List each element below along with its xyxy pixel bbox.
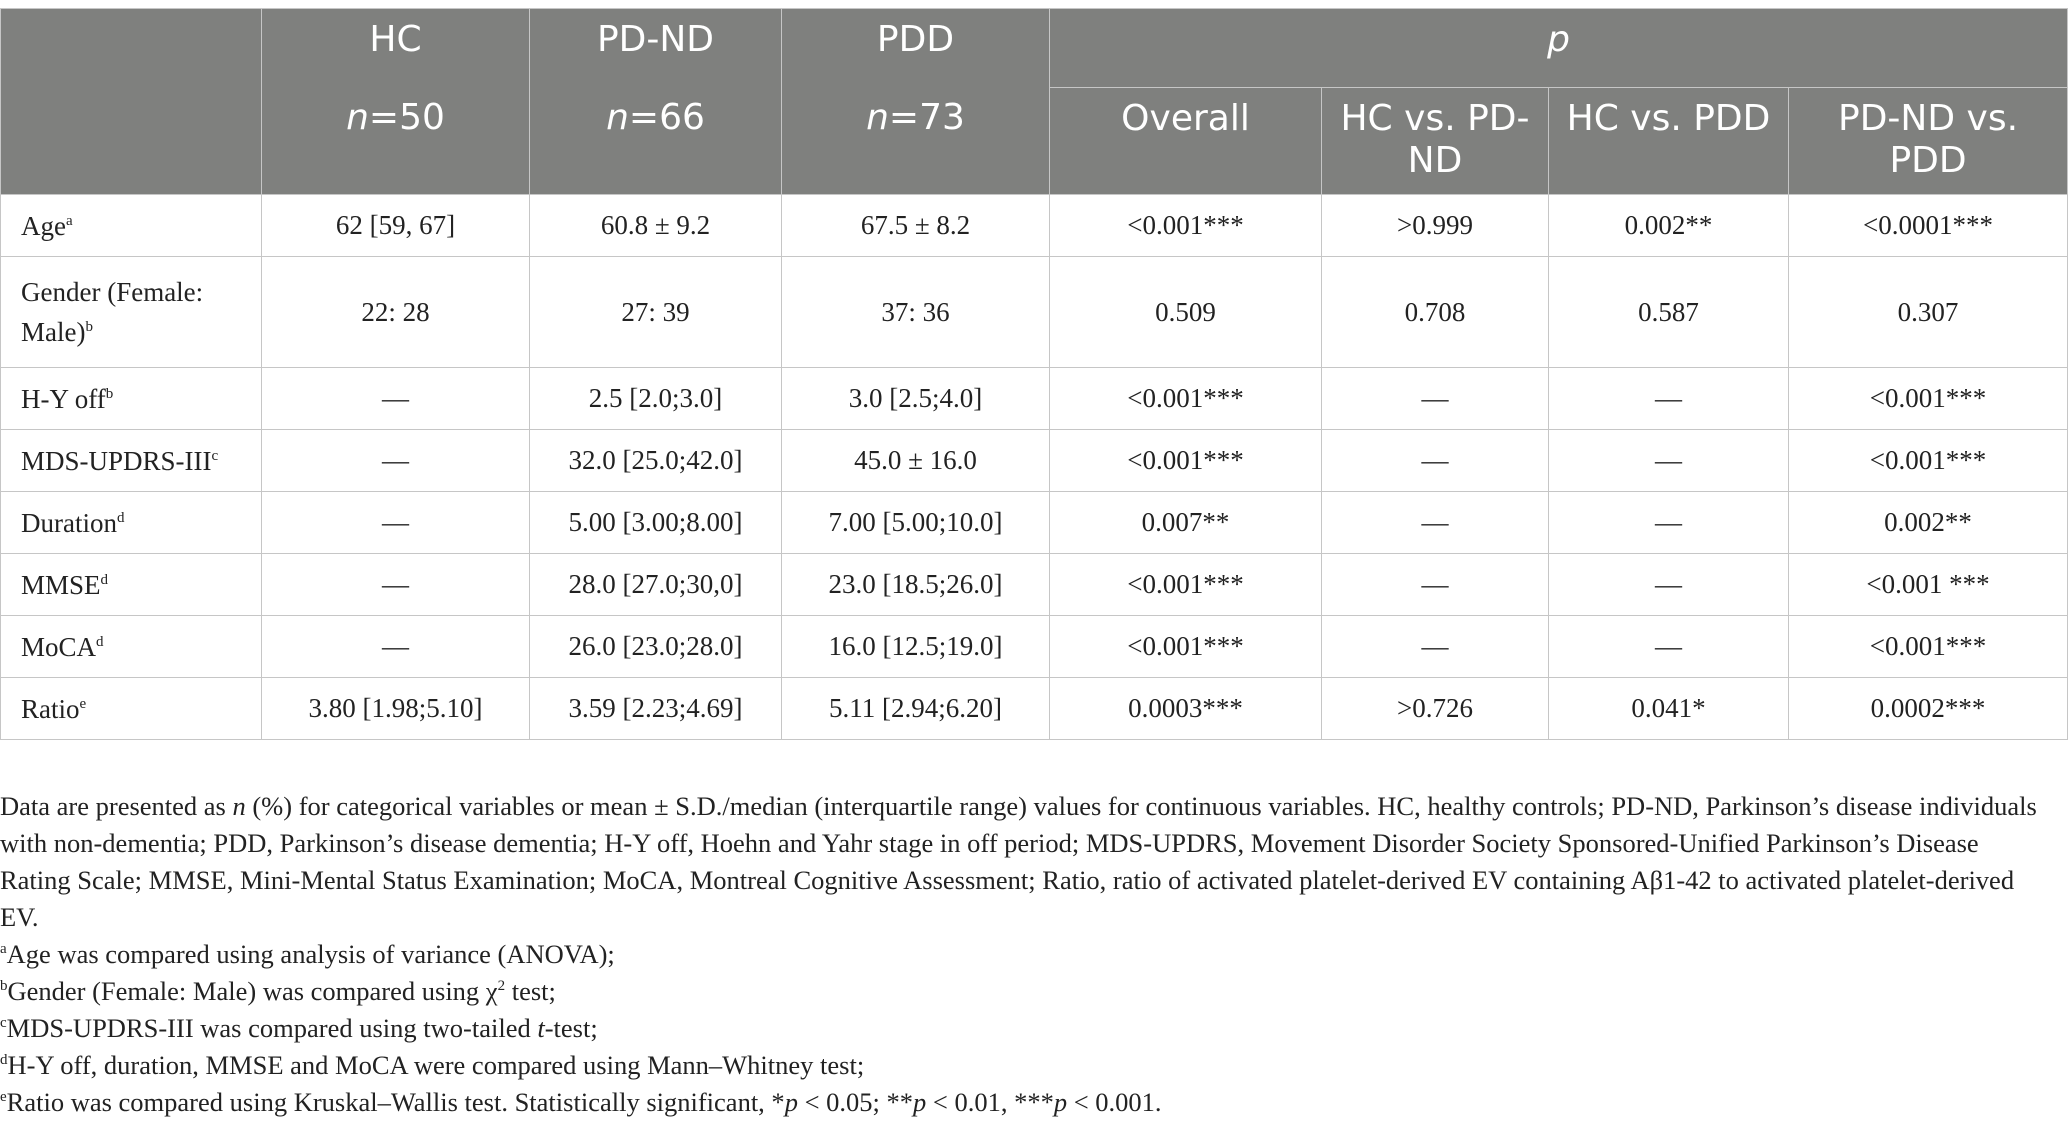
table-row-ratio xyxy=(1,678,2068,740)
cell-hc: — xyxy=(262,368,530,430)
cell-hc-vs-pdnd: — xyxy=(1322,368,1549,430)
table-row-hy-off xyxy=(1,368,2068,430)
cell-pdnd-vs-pdd: <0.001 *** xyxy=(1789,554,2068,616)
cell-pdnd: 27: 39 xyxy=(530,257,782,368)
cell-hc: — xyxy=(262,492,530,554)
cell-pdnd-vs-pdd: <0.001*** xyxy=(1789,616,2068,678)
cell-pdd: 45.0 ± 16.0 xyxy=(782,430,1050,492)
row-label: MDS-UPDRS-III$^c$ xyxy=(1,430,262,492)
footnote-c: $^c$MDS-UPDRS-III was compared using two-tailed t-test; xyxy=(0,1013,598,1043)
cell-overall: <0.001*** xyxy=(1050,430,1322,492)
cell-hc-vs-pdd: 0.041* xyxy=(1549,678,1789,740)
cell-overall: 0.509 xyxy=(1050,257,1322,368)
cell-pdnd: 2.5 [2.0;3.0] xyxy=(530,368,782,430)
cell-overall: 0.0003*** xyxy=(1050,678,1322,740)
cell-pdnd-vs-pdd: <0.001*** xyxy=(1789,368,2068,430)
cell-pdd: 37: 36 xyxy=(782,257,1050,368)
cell-pdnd: 60.8 ± 9.2 xyxy=(530,195,782,257)
table-row-duration xyxy=(1,492,2068,554)
row-label: H-Y off$^b$ xyxy=(1,368,262,430)
cell-hc-vs-pdd: — xyxy=(1549,616,1789,678)
header-pdd xyxy=(782,9,1050,195)
cell-hc-vs-pdd: — xyxy=(1549,430,1789,492)
footnote-b: $^b$Gender (Female: Male) was compared using $\chi^2$ test; xyxy=(0,976,556,1006)
row-label: Gender (Female: Male)$^b$ xyxy=(1,257,262,368)
cell-hc: — xyxy=(262,616,530,678)
table-row-age xyxy=(1,195,2068,257)
header-pdnd xyxy=(530,9,782,195)
cell-hc: 3.80 [1.98;5.10] xyxy=(262,678,530,740)
cell-pdnd-vs-pdd: 0.002** xyxy=(1789,492,2068,554)
cell-pdnd-vs-pdd: 0.307 xyxy=(1789,257,2068,368)
cell-pdnd-vs-pdd: <0.001*** xyxy=(1789,430,2068,492)
cell-pdnd: 28.0 [27.0;30,0] xyxy=(530,554,782,616)
cell-hc-vs-pdd: — xyxy=(1549,492,1789,554)
cell-hc-vs-pdd: — xyxy=(1549,368,1789,430)
row-label: MMSE$^d$ xyxy=(1,554,262,616)
row-label: Age$^a$ xyxy=(1,195,262,257)
header-hc-n: n=50 xyxy=(346,97,445,138)
header-hc xyxy=(262,9,530,195)
footnote-a: $^a$Age was compared using analysis of variance (ANOVA); xyxy=(0,939,615,969)
header-p-value: p xyxy=(1050,9,2068,88)
cell-pdd: 3.0 [2.5;4.0] xyxy=(782,368,1050,430)
header-hc-name: HC xyxy=(369,19,422,60)
header-hc-vs-pdd: HC vs. PDD xyxy=(1549,88,1789,195)
row-label: Duration$^d$ xyxy=(1,492,262,554)
cell-pdnd: 3.59 [2.23;4.69] xyxy=(530,678,782,740)
cell-hc: 62 [59, 67] xyxy=(262,195,530,257)
cell-overall: 0.007** xyxy=(1050,492,1322,554)
header-pdnd-vs-pdd: PD-ND vs. PDD xyxy=(1789,88,2068,195)
cell-hc: — xyxy=(262,430,530,492)
cell-pdd: 16.0 [12.5;19.0] xyxy=(782,616,1050,678)
header-pdnd-name: PD-ND xyxy=(596,19,715,60)
cell-hc-vs-pdnd: 0.708 xyxy=(1322,257,1549,368)
cell-pdd: 7.00 [5.00;10.0] xyxy=(782,492,1050,554)
header-pdnd-n: n=66 xyxy=(606,97,705,138)
cell-hc: — xyxy=(262,554,530,616)
cell-hc-vs-pdnd: — xyxy=(1322,430,1549,492)
cell-overall: <0.001*** xyxy=(1050,616,1322,678)
table-footnotes xyxy=(0,788,2040,1121)
cell-pdnd: 26.0 [23.0;28.0] xyxy=(530,616,782,678)
table-row-moca xyxy=(1,616,2068,678)
table-row-gender xyxy=(1,257,2068,368)
row-label: Ratio$^e$ xyxy=(1,678,262,740)
cell-hc-vs-pdd: 0.002** xyxy=(1549,195,1789,257)
cell-hc-vs-pdnd: >0.726 xyxy=(1322,678,1549,740)
cell-pdnd-vs-pdd: 0.0002*** xyxy=(1789,678,2068,740)
cell-pdd: 5.11 [2.94;6.20] xyxy=(782,678,1050,740)
cell-overall: <0.001*** xyxy=(1050,554,1322,616)
table-row-mmse xyxy=(1,554,2068,616)
cell-pdnd: 5.00 [3.00;8.00] xyxy=(530,492,782,554)
cell-hc-vs-pdd: 0.587 xyxy=(1549,257,1789,368)
cell-hc-vs-pdnd: — xyxy=(1322,492,1549,554)
cell-hc-vs-pdnd: — xyxy=(1322,616,1549,678)
header-overall: Overall xyxy=(1050,88,1322,195)
cell-hc: 22: 28 xyxy=(262,257,530,368)
header-pdd-n: n=73 xyxy=(866,97,965,138)
table-header xyxy=(1,9,2068,195)
table-body xyxy=(1,195,2068,740)
cell-pdnd-vs-pdd: <0.0001*** xyxy=(1789,195,2068,257)
demographics-table xyxy=(0,8,2068,740)
table-row-mds-updrs xyxy=(1,430,2068,492)
footnote-main: Data are presented as n (%) for categorical variables or mean ± S.D./median (interquartile range) values for continuous variables. HC, healthy controls; PD-ND, Parkinson’s disease individuals with non-dementia; PDD, Parkinson’s disease dementia; H-Y off, Hoehn and Yahr stage in off period; MDS-UPDRS, Movement Disorder Society Sponsored-Unified Parkinson’s Disease Rating Scale; MMSE, Mini-Mental Status Examination; MoCA, Montreal Cognitive Assessment; Ratio, ratio of activated platelet-derived EV containing Aβ1-42 to activated platelet-derived EV. xyxy=(0,791,2037,932)
cell-pdd: 67.5 ± 8.2 xyxy=(782,195,1050,257)
header-pdd-name: PDD xyxy=(876,19,955,60)
cell-overall: <0.001*** xyxy=(1050,368,1322,430)
footnote-e: $^e$Ratio was compared using Kruskal–Wallis test. Statistically significant, *p < 0.05; **p < 0.01, ***p < 0.001. xyxy=(0,1087,1162,1117)
row-label: MoCA$^d$ xyxy=(1,616,262,678)
cell-pdnd: 32.0 [25.0;42.0] xyxy=(530,430,782,492)
cell-hc-vs-pdnd: — xyxy=(1322,554,1549,616)
header-blank xyxy=(1,9,262,195)
cell-pdd: 23.0 [18.5;26.0] xyxy=(782,554,1050,616)
cell-overall: <0.001*** xyxy=(1050,195,1322,257)
header-hc-vs-pdnd: HC vs. PD-ND xyxy=(1322,88,1549,195)
cell-hc-vs-pdnd: >0.999 xyxy=(1322,195,1549,257)
cell-hc-vs-pdd: — xyxy=(1549,554,1789,616)
footnote-d: $^d$H-Y off, duration, MMSE and MoCA were compared using Mann–Whitney test; xyxy=(0,1050,865,1080)
